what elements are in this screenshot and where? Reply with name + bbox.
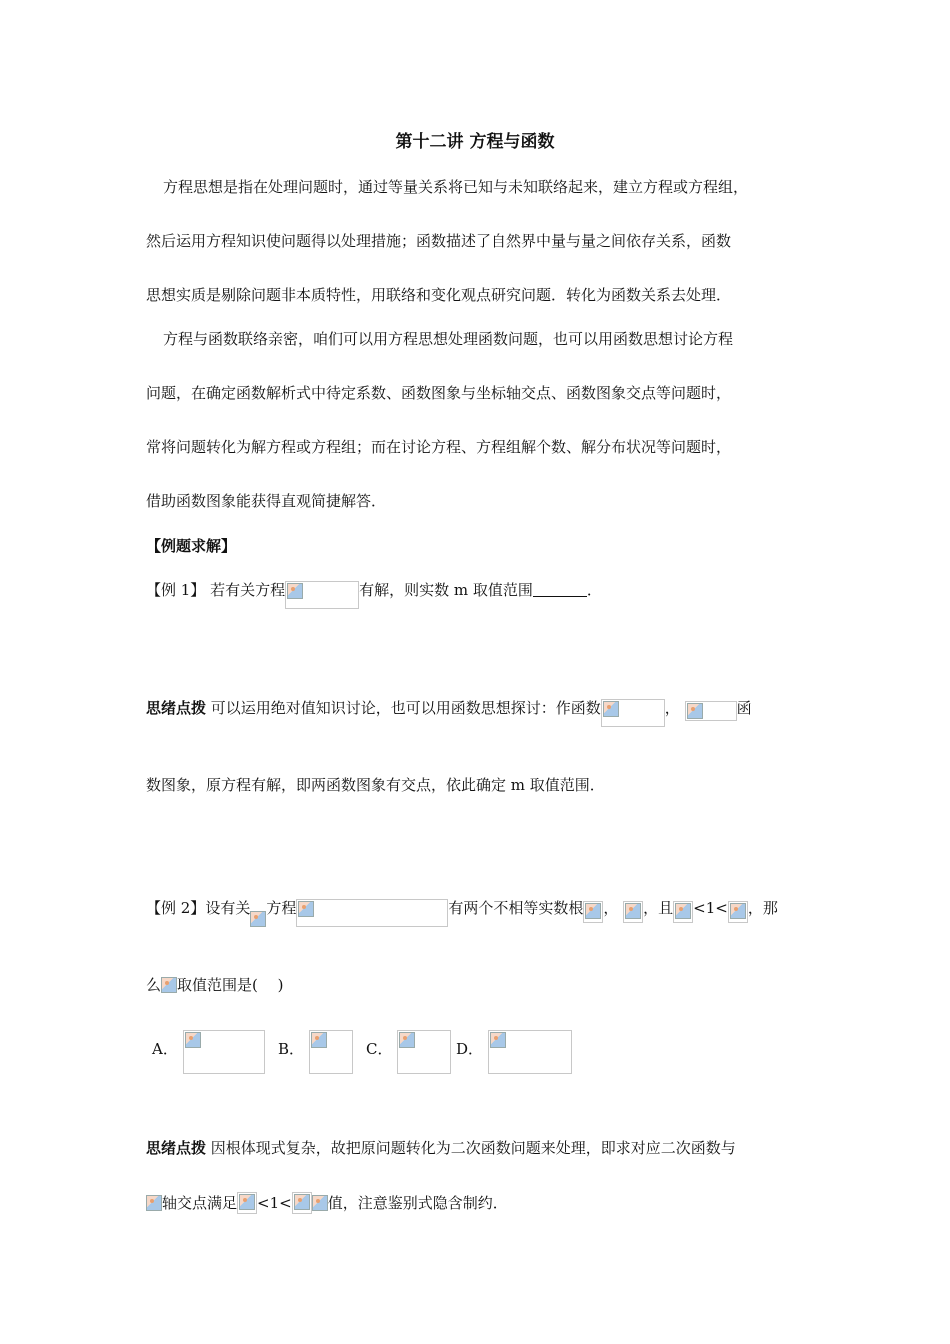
hint-2-label: 思绪点拨 (146, 1139, 207, 1157)
root-image-placeholder (583, 901, 603, 923)
example-2-text-f: <1< (693, 899, 728, 917)
page-title: 第十二讲 方程与函数 (395, 132, 555, 152)
broken-image-icon (399, 1032, 415, 1048)
example-2-line-1 (146, 898, 778, 927)
example-2-text-c: 有两个不相等实数根 (448, 899, 584, 917)
example-2-label: 【例 2】 (146, 899, 206, 917)
function-image-placeholder (601, 699, 665, 727)
option-b-image-placeholder (309, 1030, 353, 1074)
example-2-text-d: ， (603, 899, 619, 917)
root-image-placeholder (623, 901, 643, 923)
option-d-image-placeholder (488, 1030, 572, 1074)
example-2-line-2-a: 么 (146, 976, 162, 994)
root-image-placeholder (728, 901, 748, 923)
example-2-text-a: 设有关 (205, 899, 251, 917)
broken-image-icon (675, 903, 691, 919)
broken-image-icon (185, 1032, 201, 1048)
intro-paragraph-2-line-4: 借助函数图象能获得直观简捷解答． (146, 492, 387, 510)
hint-1-text-b: ， (664, 699, 680, 717)
example-1-text-b: 有解，则实数 m 取值范围 (359, 581, 533, 599)
intro-paragraph-2-line-1: 方程与函数联络亲密，咱们可以用方程思想处理函数问题，也可以用函数思想讨论方程 (163, 330, 734, 348)
broken-image-icon (585, 903, 601, 919)
hint-2-line-2-a: 轴交点满足 (162, 1194, 238, 1212)
section-heading: 【例题求解】 (146, 537, 237, 555)
hint-2-line-2 (146, 1192, 508, 1214)
broken-image-icon (603, 701, 619, 717)
root-image-placeholder (237, 1192, 257, 1214)
example-1-text-a: 若有关方程 (210, 581, 286, 599)
example-2-text-b: 方程 (266, 899, 297, 917)
option-b-label: B． (278, 1040, 305, 1058)
intro-paragraph-1-line-2: 然后运用方程知识使问题得以处理措施；函数描述了自然界中量与量之间依存关系，函数 (146, 232, 732, 250)
hint-1-text-a: 可以运用绝对值知识讨论，也可以用函数思想探讨：作函数 (206, 699, 601, 717)
option-a-label: A． (152, 1040, 178, 1058)
broken-image-icon (298, 901, 314, 917)
equation-image-placeholder (285, 581, 359, 609)
hint-2-line-1 (146, 1138, 736, 1158)
broken-image-icon (490, 1032, 506, 1048)
hint-2-text-a: 因根体现式复杂，故把原问题转化为二次函数问题来处理，即求对应二次函数与 (206, 1139, 736, 1157)
option-c-label: C． (366, 1040, 393, 1058)
broken-image-icon (687, 703, 703, 719)
intro-paragraph-1-line-3: 思想实质是剔除问题非本质特性，用联络和变化观点研究问题．转化为函数关系去处理． (146, 286, 732, 304)
variable-image-icon (312, 1195, 328, 1211)
intro-paragraph-2-line-2: 问题，在确定函数解析式中待定系数、函数图象与坐标轴交点、函数图象交点等问题时， (146, 384, 732, 402)
hint-1-line-1 (146, 698, 752, 727)
root-image-placeholder (673, 901, 693, 923)
option-a-image-placeholder (183, 1030, 265, 1074)
answer-option-c[interactable] (366, 1030, 451, 1074)
hint-2-line-2-b: <1< (257, 1194, 292, 1212)
answer-option-a[interactable] (152, 1030, 265, 1074)
answer-option-b[interactable] (278, 1030, 353, 1074)
broken-image-icon (311, 1032, 327, 1048)
example-1-text-c: ． (586, 581, 602, 599)
variable-image-icon (250, 911, 266, 927)
broken-image-icon (294, 1194, 310, 1210)
example-2-text-e: ，且 (643, 899, 674, 917)
root-image-placeholder (292, 1192, 312, 1214)
option-c-image-placeholder (397, 1030, 451, 1074)
example-2-text-g: ，那 (747, 899, 778, 917)
hint-1-text-c: 函 (736, 699, 752, 717)
broken-image-icon (625, 903, 641, 919)
equation-image-placeholder (296, 899, 448, 927)
variable-image-icon (161, 977, 177, 993)
hint-1-line-2: 数图象，原方程有解，即两函数图象有交点，依此确定 m 取值范围． (146, 776, 605, 794)
answer-blank (533, 582, 587, 597)
broken-image-icon (239, 1194, 255, 1210)
hint-1-label: 思绪点拨 (146, 699, 207, 717)
intro-paragraph-2-line-3: 常将问题转化为解方程或方程组；而在讨论方程、方程组解个数、解分布状况等问题时， (146, 438, 732, 456)
broken-image-icon (730, 903, 746, 919)
answer-option-d[interactable] (456, 1030, 572, 1074)
function-image-placeholder (685, 701, 737, 721)
example-1-label: 【例 1】 (146, 581, 206, 599)
broken-image-icon (287, 583, 303, 599)
hint-2-line-2-c: 值，注意鉴别式隐含制约． (327, 1194, 508, 1212)
variable-image-icon (146, 1195, 162, 1211)
option-d-label: D． (456, 1040, 484, 1058)
example-1 (146, 580, 602, 609)
example-2-line-2 (146, 975, 284, 995)
intro-paragraph-1-line-1: 方程思想是指在处理问题时，通过等量关系将已知与未知联络起来，建立方程或方程组， (163, 178, 749, 196)
example-2-line-2-b: 取值范围是( ) (177, 976, 284, 994)
